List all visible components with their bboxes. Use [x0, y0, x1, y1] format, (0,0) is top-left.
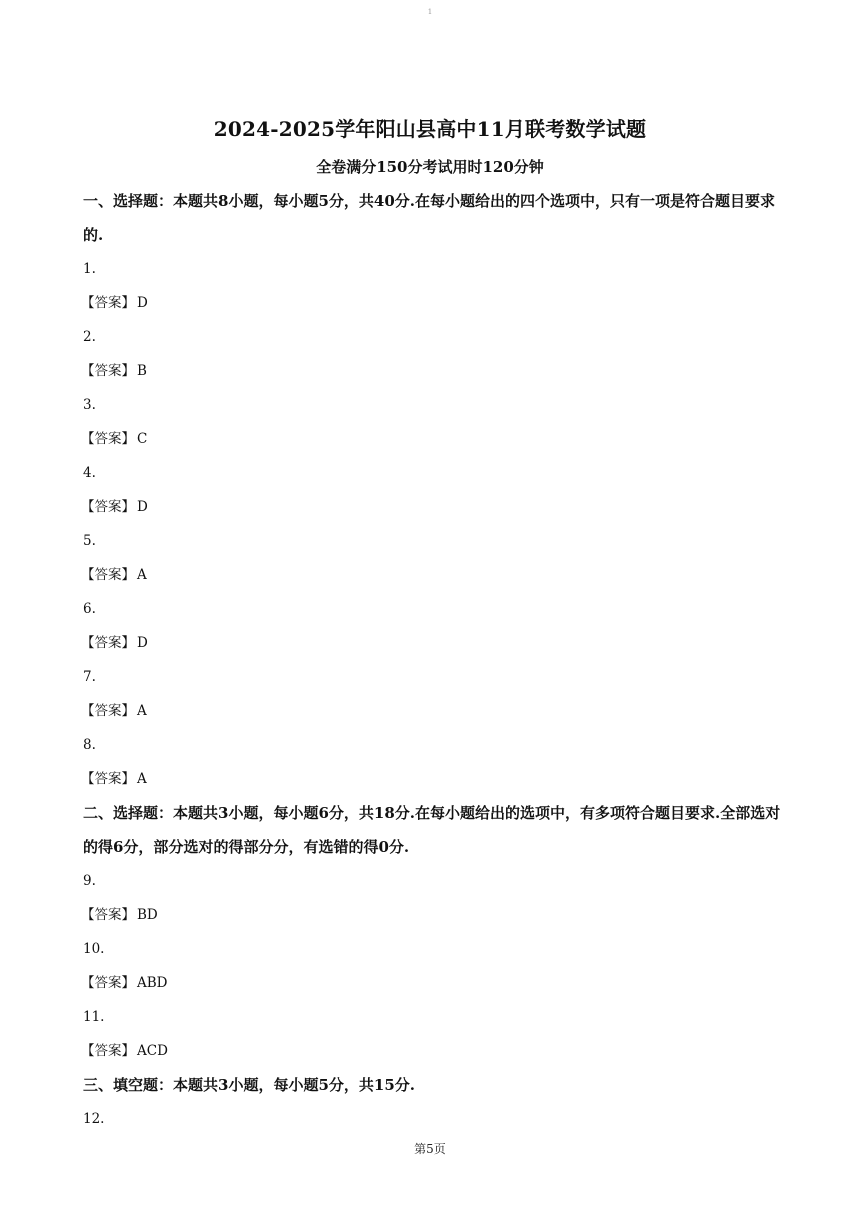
question-block — [83, 728, 783, 796]
question-number: 11. — [83, 1009, 105, 1025]
answer-value: D — [137, 499, 148, 515]
answer-value: A — [137, 703, 147, 719]
question-number: 4. — [83, 465, 96, 481]
section-3 — [83, 1068, 783, 1136]
answer-line — [83, 354, 783, 388]
answer-value: ACD — [137, 1043, 168, 1059]
question-number: 6. — [83, 601, 96, 617]
answer-line — [83, 762, 783, 796]
answer-line — [83, 558, 783, 592]
question-block — [83, 1102, 783, 1136]
answer-line — [83, 1034, 783, 1068]
answer-line — [83, 966, 783, 1000]
answer-line — [83, 694, 783, 728]
section-1 — [83, 184, 783, 796]
answer-label: 【答案】 — [81, 431, 135, 447]
question-block — [83, 252, 783, 320]
answer-label: 【答案】 — [81, 1043, 135, 1059]
answer-label: 【答案】 — [81, 295, 135, 311]
section-2 — [83, 796, 783, 1068]
page-title: 2024-2025学年阳山县高中11月联考数学试题 — [213, 117, 647, 141]
answer-label: 【答案】 — [81, 567, 135, 583]
page-footer: 第5页 — [414, 1142, 446, 1156]
question-block — [83, 660, 783, 728]
answer-line — [83, 286, 783, 320]
answer-label: 【答案】 — [81, 907, 135, 923]
question-block — [83, 932, 783, 1000]
section-heading: 一、选择题：本题共8小题，每小题5分，共40分.在每小题给出的四个选项中，只有一项是符合题目要求的. — [83, 192, 775, 244]
answer-label: 【答案】 — [81, 635, 135, 651]
question-number: 10. — [83, 941, 105, 957]
answer-label: 【答案】 — [81, 975, 135, 991]
question-block — [83, 456, 783, 524]
answer-label: 【答案】 — [81, 771, 135, 787]
answer-value: ABD — [137, 975, 168, 991]
question-number: 8. — [83, 737, 96, 753]
question-number: 9. — [83, 873, 96, 889]
question-block — [83, 320, 783, 388]
page-subtitle: 全卷满分150分考试用时120分钟 — [316, 158, 544, 176]
answer-value: D — [137, 295, 148, 311]
question-block — [83, 592, 783, 660]
question-number: 3. — [83, 397, 96, 413]
section-heading: 三、填空题：本题共3小题，每小题5分，共15分. — [83, 1076, 415, 1094]
answer-label: 【答案】 — [81, 499, 135, 515]
answer-line — [83, 490, 783, 524]
answer-value: B — [137, 363, 147, 379]
question-number: 5. — [83, 533, 96, 549]
question-block — [83, 524, 783, 592]
answer-label: 【答案】 — [81, 703, 135, 719]
question-block — [83, 388, 783, 456]
answer-value: D — [137, 635, 148, 651]
question-number: 1. — [83, 261, 96, 277]
header-mark: 1 — [427, 8, 433, 16]
answer-line — [83, 422, 783, 456]
question-number: 7. — [83, 669, 96, 685]
answer-line — [83, 626, 783, 660]
section-heading: 二、选择题：本题共3小题，每小题6分，共18分.在每小题给出的选项中，有多项符合题目要求.全部选对的得6分，部分选对的得部分分，有选错的得0分. — [83, 804, 781, 856]
question-number: 2. — [83, 329, 96, 345]
answer-value: A — [137, 567, 147, 583]
answer-line — [83, 898, 783, 932]
answer-value: BD — [137, 907, 158, 923]
question-block — [83, 864, 783, 932]
document-body — [83, 184, 783, 1136]
answer-label: 【答案】 — [81, 363, 135, 379]
question-block — [83, 1000, 783, 1068]
answer-value: A — [137, 771, 147, 787]
question-number: 12. — [83, 1111, 105, 1127]
answer-value: C — [137, 431, 148, 447]
